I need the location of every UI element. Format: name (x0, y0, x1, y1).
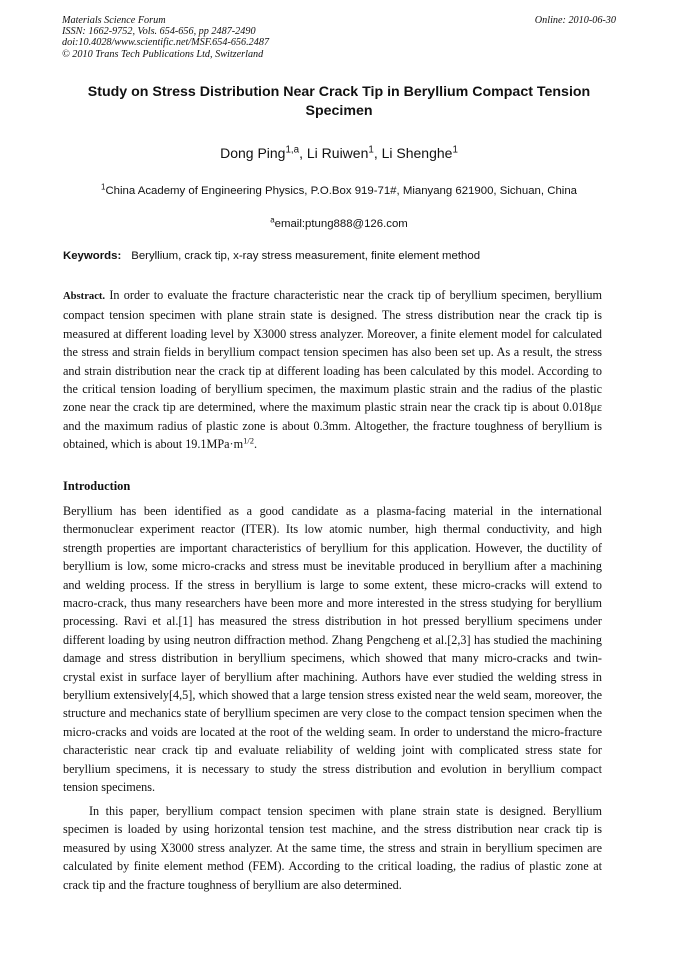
online-date: Online: 2010-06-30 (534, 15, 616, 26)
introduction-heading: Introduction (63, 479, 131, 493)
affiliation (62, 184, 616, 199)
author-separator: , (373, 145, 382, 161)
author-name: Dong Ping (220, 145, 286, 161)
contact-email (62, 217, 616, 232)
journal-name: Materials Science Forum (62, 15, 166, 26)
abstract-text: In order to evaluate the fracture characteristic near the crack tip of beryllium specimen, beryllium compact tension specimen with plane strain state is designed. The stress distribution near the crack tip is measured at different loading level by X3000 stress analyzer. Moreover, a finite element model for calculated the stress and strain fields in beryllium compact tension specimen has also been set up. As a result, the stress and strain distribution near the crack tip at different loading has been calculated by this model. According to the critical tension loading of beryllium specimen, the maximum plastic strain and the radius of the plastic zone near the crack tip are determined, where the maximum plastic strain near the crack tip is about 0.018με and the maximum radius of plastic zone is about 0.3mm. Altogether, the fracture toughness of beryllium is obtained, which is about 19.1MPa·m (63, 288, 602, 452)
author-affil-mark: 1 (452, 144, 458, 156)
copyright-line: © 2010 Trans Tech Publications Ltd, Switzerland (62, 48, 264, 60)
issn-line: ISSN: 1662-9752, Vols. 654-656, pp 2487-2490 (62, 26, 256, 38)
journal-header (62, 15, 616, 60)
author-name: Li Shenghe (381, 145, 453, 161)
abstract (63, 286, 602, 454)
email-text: email:ptung888@126.com (274, 218, 408, 230)
introduction-paragraph-2: In this paper, beryllium compact tension specimen with plane strain state is designed. Beryllium specimen is loaded by using horizontal tension test machine, and the stress distribution near crack tip is measured by using X3000 stress analyzer. At the same time, the stress and strain in beryllium specimen are calculated by finite element method (FEM). According to the critical loading, the radius of plastic zone at crack tip and the fracture toughness of beryllium are also determined. (63, 804, 602, 892)
author-list (62, 144, 616, 162)
author-affil-mark: 1,a (285, 144, 300, 156)
affiliation-mark: 1 (101, 182, 106, 192)
author-affil-mark: 1 (368, 144, 374, 156)
abstract-exponent: 1/2 (243, 435, 254, 446)
author-separator: , (299, 145, 307, 161)
keywords-text: Beryllium, crack tip, x-ray stress measurement, finite element method (131, 250, 481, 262)
abstract-label: Abstract. (63, 291, 106, 302)
affiliation-text: China Academy of Engineering Physics, P.O.Box 919-71#, Mianyang 621900, Sichuan, China (105, 185, 577, 197)
doi-line: doi:10.4028/www.scientific.net/MSF.654-656.2487 (62, 37, 270, 49)
introduction-paragraph-1: Beryllium has been identified as a good candidate as a plasma-facing material in the international thermonuclear experiment reactor (ITER). Its low atomic number, high thermal conductivity, and high strength properties are important characteristics of beryllium for this application. However, the ductility of beryllium is low, some micro-cracks and stress must be inevitable produced in beryllium after a machining and welding process. If the stress in beryllium is large to some extent, these micro-cracks will extend to macro-crack, thus many researchers have been more and more interested in the stress studying for beryllium processing. Ravi et al.[1] has measured the stress distribution in hot pressed beryllium specimens under different loading by using neutron diffraction method. Zhang Pengcheng et al.[2,3] has studied the machining damage and stress distribution in beryllium specimens, which showed that many micro-cracks and twin-crystal exist in surface layer of beryllium after machining. Authors have ever studied the welding stress in beryllium extensively[4,5], which showed that a large tension stress existed near the weld seam, moreover, the structure and mechanics state of beryllium specimen are very close to the compact tension specimen when the micro-cracks and voids are located at the root of the welding seam. In order to understand the micro-fracture characteristic near crack tip and evaluate reliability of welding joint with complicated stress state for beryllium specimens, it is necessary to study the stress distribution and evolution in beryllium compact tension specimens. (63, 504, 602, 795)
keywords-label: Keywords: (63, 250, 122, 262)
paper-title: Study on Stress Distribution Near Crack Tip in Beryllium Compact Tension Specimen (87, 84, 591, 119)
keywords (63, 249, 617, 264)
email-mark: a (270, 215, 275, 225)
author-name: Li Ruiwen (306, 145, 369, 161)
abstract-end: . (254, 437, 258, 452)
